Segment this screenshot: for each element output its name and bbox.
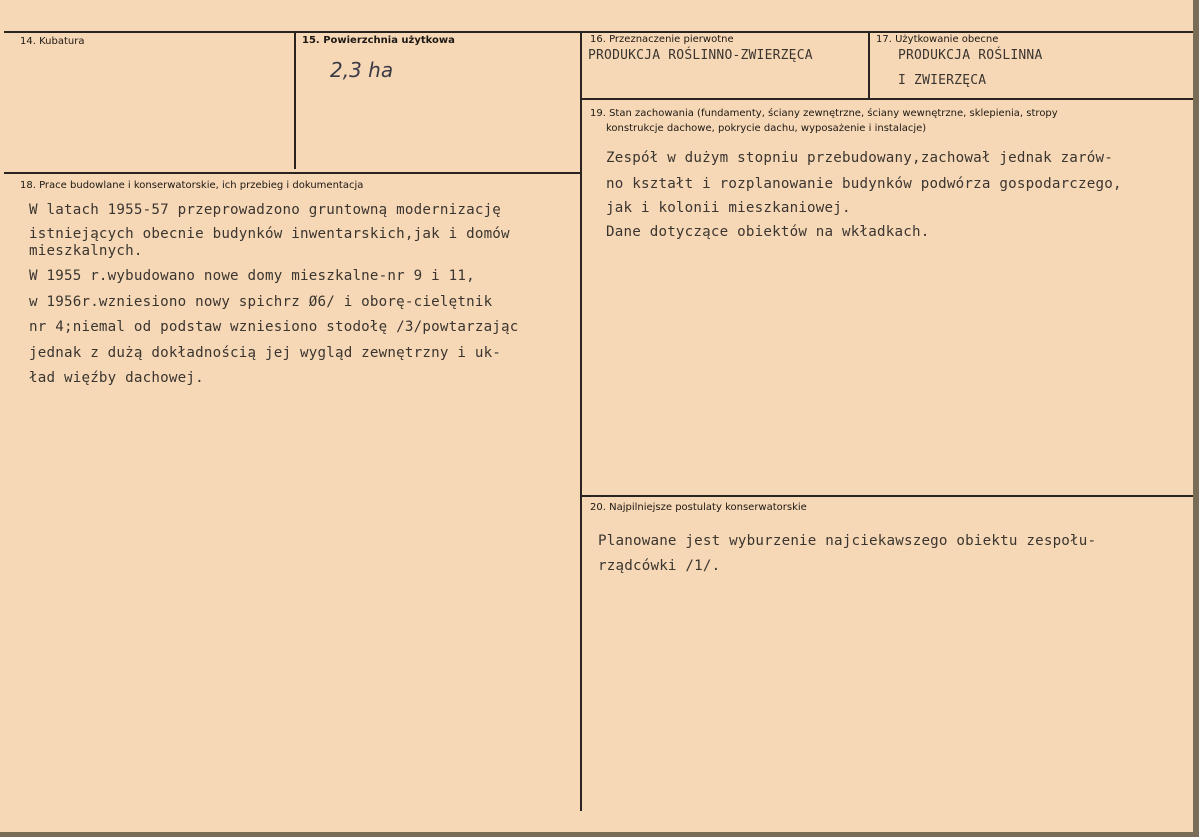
field-17-value-line: PRODUKCJA ROŚLINNA — [898, 48, 1043, 63]
field-18-text-line: istniejących obecnie budynków inwentarskich,jak i domów — [29, 226, 510, 242]
field-18-text-line: W 1955 r.wybudowano nowe domy mieszkalne-nr 9 i 11, — [29, 268, 475, 284]
field-19-text-line: Zespół w dużym stopniu przebudowany,zachował jednak zarów- — [606, 150, 1114, 166]
rule-above-20 — [580, 495, 1193, 497]
field-19-text-line: no kształt i rozplanowanie budynków podwórza gospodarczego, — [606, 176, 1122, 192]
field-14-label: 14. Kubatura — [20, 36, 85, 47]
divider-16-17 — [868, 31, 870, 99]
field-18-text-line: jednak z dużą dokładnością jej wygląd zewnętrzny i uk- — [29, 345, 502, 361]
field-20-text-line: Planowane jest wyburzenie najciekawszego obiektu zespołu- — [598, 533, 1097, 549]
field-18-text-line: W latach 1955-57 przeprowadzono gruntowną modernizację — [29, 202, 502, 218]
field-18-label: 18. Prace budowlane i konserwatorskie, ich przebieg i dokumentacja — [20, 180, 364, 191]
field-17-label: 17. Użytkowanie obecne — [876, 34, 999, 45]
divider-14-15 — [294, 31, 296, 169]
field-17-value-line: I ZWIERZĘCA — [898, 73, 987, 88]
field-16-value: PRODUKCJA ROŚLINNO-ZWIERZĘCA — [588, 48, 813, 63]
field-19-label-line: konstrukcje dachowe, pokrycie dachu, wyposażenie i instalacje) — [606, 123, 927, 134]
field-15-label: 15. Powierzchnia użytkowa — [302, 35, 455, 46]
scan-edge-bottom — [0, 832, 1199, 837]
field-20-label: 20. Najpilniejsze postulaty konserwatorskie — [590, 502, 807, 513]
field-20-text-line: rządcówki /1/. — [598, 558, 721, 574]
scan-edge-right — [1193, 0, 1199, 837]
field-18-text-line: w 1956r.wzniesiono nowy spichrz Ø6/ i oborę-cielętnik — [29, 294, 493, 310]
field-19-text-line: jak i kolonii mieszkaniowej. — [606, 200, 851, 216]
field-18-text-line: nr 4;niemal od podstaw wzniesiono stodołę /3/powtarzając — [29, 319, 519, 335]
rule-above-19 — [580, 98, 1193, 100]
field-19-text-line: Dane dotyczące obiektów na wkładkach. — [606, 224, 930, 240]
field-18-text-line: ład więźby dachowej. — [29, 370, 204, 386]
field-16-label: 16. Przeznaczenie pierwotne — [590, 34, 734, 45]
field-15-handwritten-value: 2,3 ha — [330, 58, 394, 82]
field-19-label-line: 19. Stan zachowania (fundamenty, ściany zewnętrzne, ściany wewnętrzne, sklepienia, stropy — [590, 108, 1058, 119]
field-18-text-line: mieszkalnych. — [29, 243, 143, 259]
rule-above-18 — [4, 172, 582, 174]
center-divider — [580, 31, 582, 811]
